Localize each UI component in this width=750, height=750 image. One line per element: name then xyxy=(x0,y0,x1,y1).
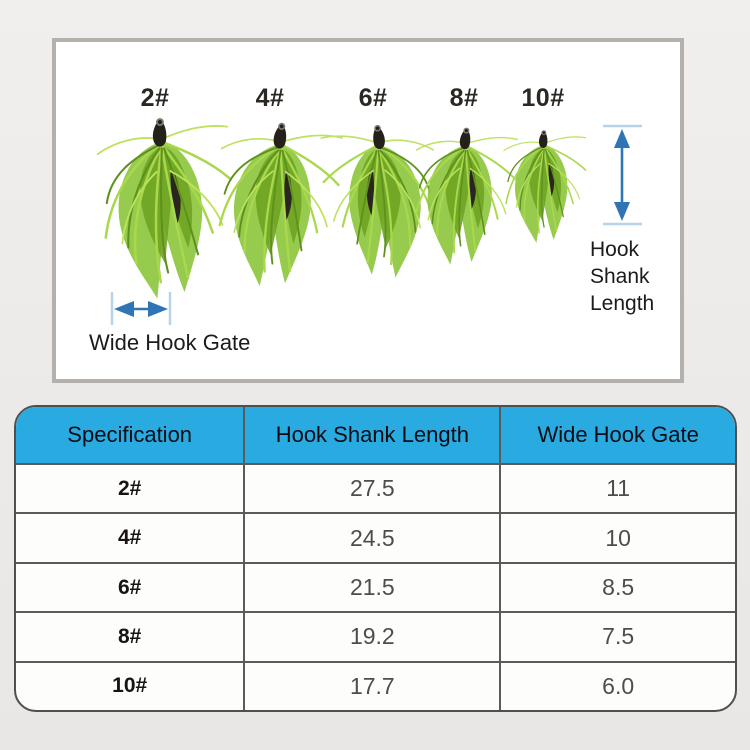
table-row xyxy=(16,611,735,660)
hook-gate-cell: 11 xyxy=(606,475,631,502)
wide-hook-gate-arrow xyxy=(112,292,170,325)
size-label-6: 6# xyxy=(358,84,388,112)
size-label-10: 10# xyxy=(521,84,565,112)
hook-gate-cell: 10 xyxy=(605,524,631,551)
table-header-row xyxy=(16,407,735,463)
hook-gate-cell: 6.0 xyxy=(602,672,635,699)
shank-length-cell: 17.7 xyxy=(245,663,501,710)
size-label-4: 4# xyxy=(255,84,285,112)
table-row xyxy=(16,562,735,611)
shank-length-cell: 19.2 xyxy=(245,613,501,660)
wide-hook-gate-label: Wide Hook Gate xyxy=(89,330,251,355)
shank-length-cell: 24.5 xyxy=(245,514,501,561)
hook-shank-length-label: Hook Shank Length xyxy=(590,238,655,315)
column-header-hook-shank-length: Hook Shank Length xyxy=(245,407,501,463)
column-header-wide-hook-gate: Wide Hook Gate xyxy=(537,422,699,447)
table-row xyxy=(16,512,735,561)
spec-cell: 8# xyxy=(16,613,245,660)
hook-gate-cell: 8.5 xyxy=(602,574,635,601)
spec-cell: 4# xyxy=(16,514,245,561)
lure-4-image xyxy=(215,120,343,290)
lure-10-image xyxy=(503,130,587,244)
spec-cell: 6# xyxy=(16,564,245,611)
table-row xyxy=(16,463,735,512)
hook-gate-cell: 7.5 xyxy=(602,623,635,650)
spec-cell: 10# xyxy=(16,663,245,710)
table-row xyxy=(16,661,735,710)
shank-length-cell: 21.5 xyxy=(245,564,501,611)
shank-length-cell: 27.5 xyxy=(245,465,501,512)
specification-table xyxy=(14,405,737,712)
spec-cell: 2# xyxy=(16,465,245,512)
size-label-2: 2# xyxy=(140,84,170,112)
size-label-8: 8# xyxy=(449,84,479,112)
lure-photo-panel xyxy=(52,38,684,383)
lure-2-image xyxy=(95,114,238,302)
hook-shank-length-arrow xyxy=(603,126,642,224)
column-header-specification: Specification xyxy=(16,407,245,463)
